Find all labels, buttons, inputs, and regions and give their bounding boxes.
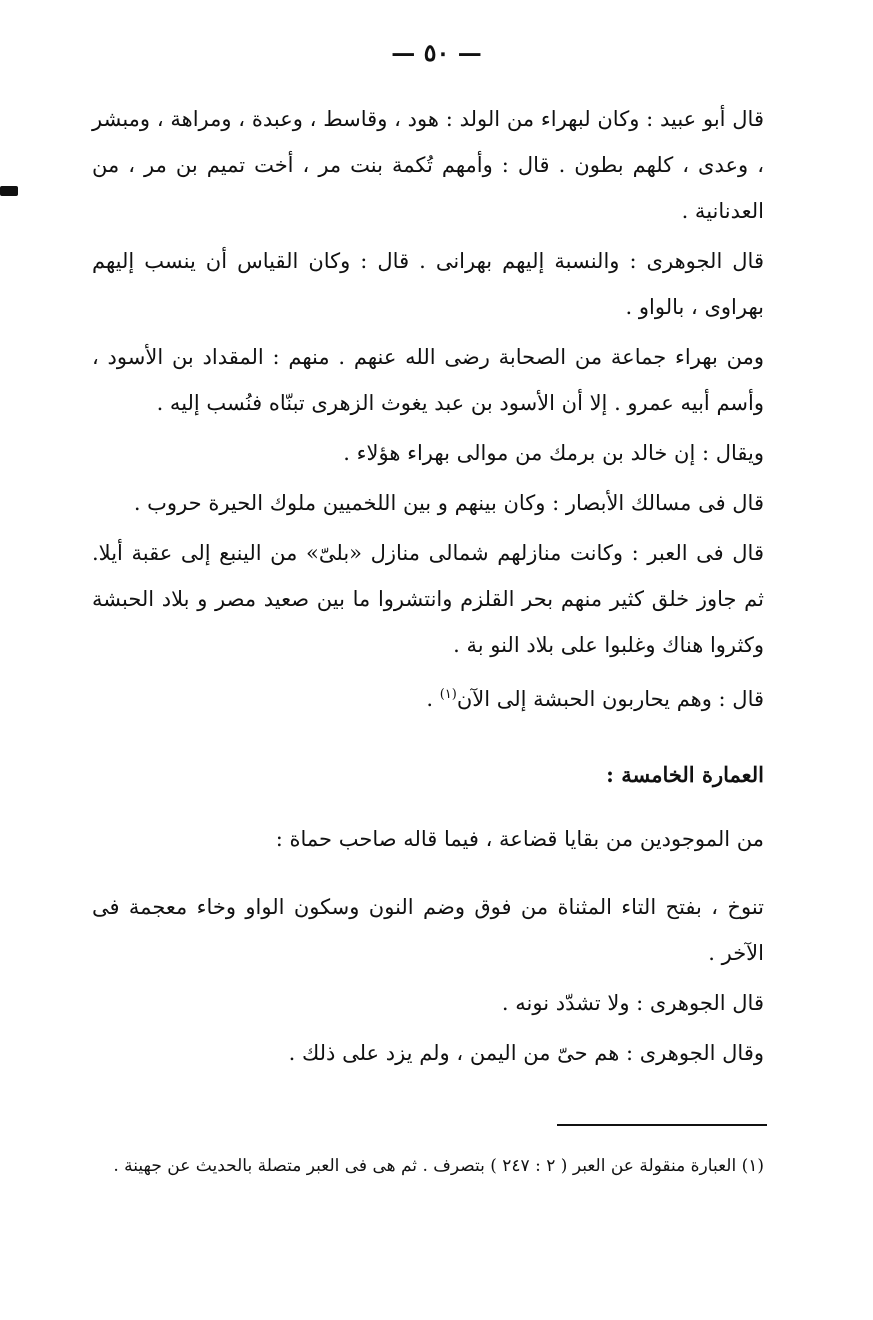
paragraph-mawjudin: من الموجودين من بقايا قضاعة ، فيما قاله صاحب حماة : bbox=[275, 827, 764, 851]
footnote-separator bbox=[557, 1124, 767, 1126]
footnote-reference: (١) bbox=[439, 687, 457, 702]
margin-ink-mark bbox=[0, 186, 18, 196]
paragraph-jawhari-nisba: قال الجوهرى : والنسبة إليهم بهرانى . قال : وكان القياس أن ينسب إليهم بهراوى ، بالواو . bbox=[92, 249, 764, 319]
paragraph-tanukh: تنوخ ، بفتح التاء المثناة من فوق وضم النون وسكون الواو وخاء معجمة فى الآخر . bbox=[92, 895, 764, 965]
paragraph-sahaba: ومن بهراء جماعة من الصحابة رضى الله عنهم . منهم : المقداد بن الأسود ، وأسم أبيه عمرو . إلا أن الأسود بن عبد يغوث الزهرى تبنّاه فنُسب إليه . bbox=[92, 345, 764, 415]
paragraph-habasha bbox=[92, 672, 764, 722]
footnote: (١) العبارة منقولة عن العبر ( ٢ : ٢٤٧ ) بتصرف . ثم هى فى العبر متصلة بالحديث عن جهينة . bbox=[113, 1156, 764, 1176]
paragraph-khalid-barmak: ويقال : إن خالد بن برمك من موالى بهراء هؤلاء . bbox=[343, 441, 764, 465]
paragraph-jawhari-nun: قال الجوهرى : ولا تشدّد نونه . bbox=[501, 991, 764, 1015]
paragraph-jawhari-yemen: وقال الجوهرى : هم حىّ من اليمن ، ولم يزد على ذلك . bbox=[288, 1041, 764, 1065]
paragraph-habasha-end: . bbox=[426, 687, 440, 711]
section-heading: العمارة الخامسة : bbox=[606, 762, 764, 787]
paragraph-ibar: قال فى العبر : وكانت منازلهم شمالى منازل «بلىّ» من الينبع إلى عقبة أيلا. ثم جاوز خلق كثير منهم بحر القلزم وانتشروا ما بين صعيد مصر و بلاد الحبشة وكثروا هناك وغلبوا على بلاد النو بة . bbox=[92, 541, 764, 657]
paragraph-masalik: قال فى مسالك الأبصار : وكان بينهم و بين اللخميين ملوك الحيرة حروب . bbox=[133, 491, 764, 515]
page-number: — ٥٠ — bbox=[391, 38, 482, 67]
paragraph-abu-ubaid: قال أبو عبيد : وكان لبهراء من الولد : هود ، وقاسط ، وعبدة ، ومراهة ، ومبشر ، وعدى ، كلهم بطون . قال : وأمهم تُكمة بنت مر ، أخت تميم بن مر ، من العدنانية . bbox=[92, 107, 764, 223]
body-text bbox=[92, 96, 764, 1080]
paragraph-habasha-text: قال : وهم يحاربون الحبشة إلى الآن bbox=[456, 687, 764, 711]
